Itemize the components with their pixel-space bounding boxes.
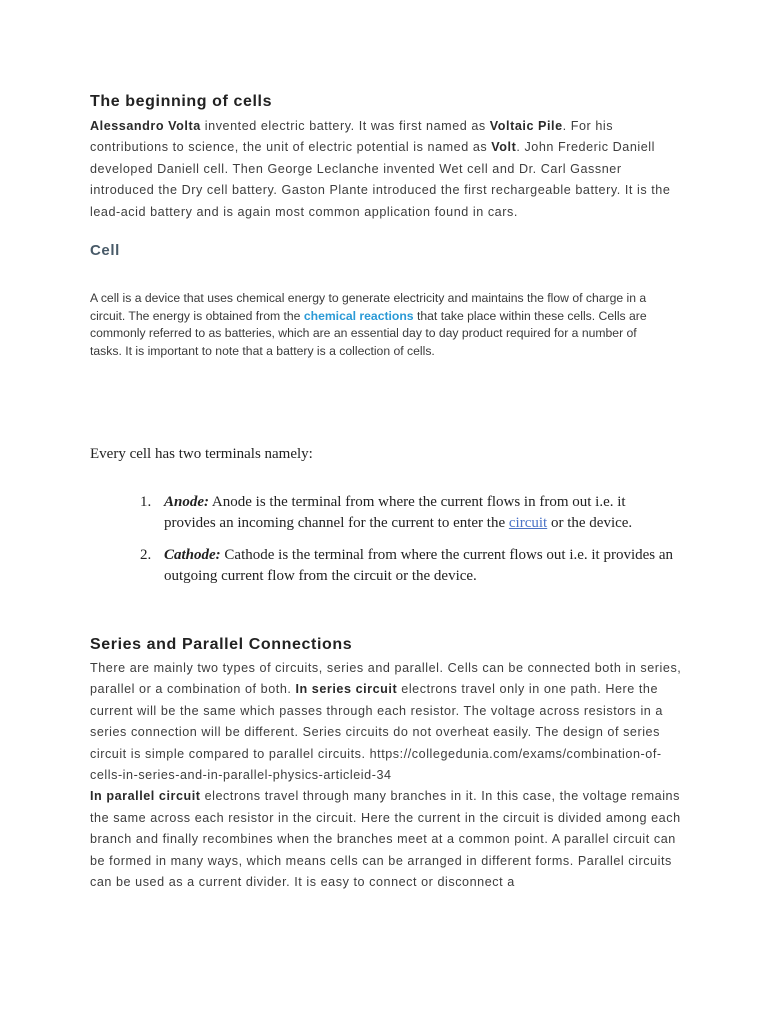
- circuit-link[interactable]: circuit: [508, 514, 548, 531]
- volt-term: Volt: [491, 140, 517, 155]
- beginning-text-3: . John Frederic Daniell developed Daniell cell. Then George Leclanche invented Wet cell and Dr. Carl Gassner introduced the Dry cell battery. Gaston Plante introduced the first rechargeable battery. It is the lead-acid battery and is again most common application found in cars.: [90, 140, 671, 219]
- list-number: 2.: [140, 547, 152, 563]
- chemical-reactions-keyword: chemical reactions: [303, 308, 414, 323]
- anode-text-end: or the device.: [547, 514, 633, 531]
- list-item-cathode: [140, 545, 680, 586]
- cell-text-2: that take place within these cells. Cells are commonly referred to as batteries, which are an essential day to day product required for a number of tasks. It is important to note that a battery is a collection of cells.: [90, 308, 647, 358]
- beginning-text-1: invented electric battery. It was first named as: [200, 119, 490, 133]
- beginning-text-2: . For his contributions to science, the unit of electric potential is named as: [90, 119, 614, 155]
- series-text-2: electrons travel only in one path. Here the current will be the same which passes through each resistor. The voltage across resistors in a series connection will be different. Series circuits do not overheat easily. The design of series circuit is simple compared to parallel circuits. https://collegedunia.com/exams/combination-of-cells-in-series-and-in-parallel-physics-articleid-34: [90, 682, 663, 783]
- cathode-label: Cathode:: [164, 547, 221, 563]
- cell-paragraph: [90, 290, 670, 360]
- beginning-paragraph: [90, 116, 680, 223]
- anode-text: Anode is the terminal from where the current flows in from out i.e. it provides an incoming channel for the current to enter the: [164, 494, 626, 531]
- series-parallel-paragraph: [90, 658, 690, 893]
- terminals-intro: Every cell has two terminals namely:: [90, 446, 313, 462]
- list-number: 1.: [140, 494, 152, 510]
- beginning-heading: The beginning of cells: [90, 93, 273, 110]
- series-parallel-heading: Series and Parallel Connections: [90, 636, 353, 653]
- cathode-text: Cathode is the terminal from where the current flows out i.e. it provides an outgoing current flow from the circuit or the device.: [164, 547, 674, 584]
- cell-text-1: A cell is a device that uses chemical energy to generate electricity and maintains the flow of charge in a circuit. The energy is obtained from the: [90, 291, 647, 323]
- cell-heading: Cell: [90, 242, 120, 259]
- parallel-circuit-term: In parallel circuit: [90, 789, 201, 804]
- list-item-anode: [140, 492, 680, 533]
- voltaic-pile-term: Voltaic Pile: [489, 119, 563, 133]
- series-circuit-term: In series circuit: [295, 682, 398, 697]
- series-text-1: There are mainly two types of circuits, series and parallel. Cells can be connected both in series, parallel or a combination of both.: [90, 661, 682, 697]
- series-text-3: electrons travel through many branches in it. In this case, the voltage remains the same across each resistor in the circuit. Here the current in the circuit is divided among each branch and finally recombines when the branches meet at a common point. A parallel circuit can be formed in many ways, which means cells can be arranged in different forms. Parallel circuits can be used as a current divider. It is easy to connect or disconnect a: [90, 789, 681, 890]
- terminals-list: [140, 492, 680, 598]
- volta-name: Alessandro Volta: [90, 119, 201, 133]
- anode-label: Anode:: [164, 494, 209, 510]
